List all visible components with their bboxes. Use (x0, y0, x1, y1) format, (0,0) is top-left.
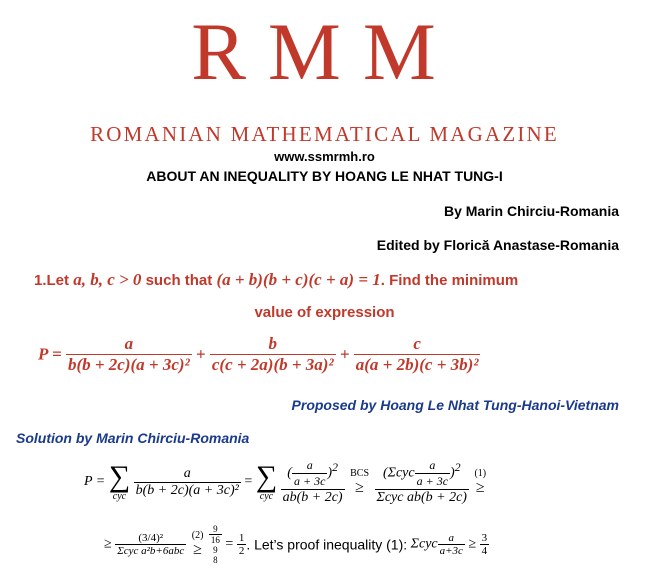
expr-lhs: P = (38, 344, 62, 364)
l1-frac-3 (375, 458, 469, 506)
l2-text: . Let’s proof inequality (1): (246, 536, 408, 553)
l2-mid-den-a: 16 (210, 535, 220, 545)
step1-label: (1) (474, 467, 487, 479)
l2-mid-den-b: 9 (213, 545, 218, 555)
l2-mid-den (209, 535, 222, 565)
bcs-label: BCS (350, 467, 370, 479)
problem-suffix: . Find the minimum (380, 272, 519, 289)
frac-a-num: a (66, 334, 192, 355)
l1-inner-num-2: a (415, 458, 450, 474)
l2-geq: ≥ (104, 536, 112, 552)
editor-line: Edited by Florică Anastase-Romania (376, 237, 619, 253)
step2-label: (2) (191, 530, 204, 541)
l1-frac-2-num: ( $\frac{a}{a + 3c}$ )$^2$ (281, 458, 345, 490)
frac-b (210, 334, 336, 375)
sum-1-sub: cyc (112, 491, 127, 502)
sum-2-sub: cyc (259, 491, 274, 502)
frac-c (354, 334, 481, 375)
l1-inner-frac-2 (415, 458, 450, 489)
l2-half-den: 2 (238, 545, 245, 557)
l1-inner-frac (292, 458, 327, 489)
l1-frac-1-den: b(b + 2c)(a + 3c)² (135, 482, 239, 498)
l1-inner-den-2: a + 3c (416, 474, 449, 488)
l1-frac-3-num: (Σcyc $\frac{a}{a + 3c}$ )$^2$ (375, 458, 469, 490)
l2-frac-2-den: a+3c (439, 545, 463, 557)
problem-line2: value of expression (254, 304, 395, 321)
l1-eq: = (244, 474, 253, 489)
l1-frac-2 (281, 458, 345, 506)
l2-eq: = (225, 536, 234, 552)
l2-frac-2 (438, 532, 465, 557)
l2-frac-1-num: (3/4)² (115, 532, 186, 545)
l1-inner-num: a (292, 458, 327, 474)
problem-prefix: 1.Let (34, 272, 70, 289)
l1-frac-1-num: a (134, 466, 241, 483)
frac-c-den: a(a + 2b)(c + 3b)² (355, 355, 479, 374)
rmm-logo: RMM (191, 6, 458, 97)
l1-inner-den: a + 3c (293, 474, 326, 488)
l2-frac-3 (480, 532, 490, 557)
l1-lhs: P = (84, 474, 106, 489)
l1-frac-2-den: ab(b + 2c) (282, 490, 343, 505)
frac-a-den: b(b + 2c)(a + 3c)² (67, 355, 190, 374)
l2-frac-3-den: 4 (481, 545, 488, 557)
step2-geq (190, 530, 206, 559)
l1-frac-3-den: Σcyc ab(b + 2c) (376, 490, 467, 505)
l2-half-num: 1 (238, 532, 245, 544)
magazine-name: ROMANIAN MATHEMATICAL MAGAZINE (90, 122, 559, 146)
problem-mid: such that (145, 272, 213, 289)
l2-sum: Σcyc (410, 536, 438, 552)
solution-line-1 (84, 458, 488, 506)
l2-mid-den-c: 8 (213, 555, 218, 565)
author-line: By Marin Chirciu-Romania (443, 203, 619, 219)
step1-geq-sign: ≥ (475, 478, 485, 496)
bcs-geq (348, 468, 371, 497)
frac-a (66, 334, 192, 375)
l2-frac-1 (115, 532, 186, 557)
sum-1: ∑ cyc (108, 460, 131, 502)
bcs-geq-sign: ≥ (355, 478, 364, 496)
l2-half (237, 532, 247, 557)
plus-1: + (195, 344, 206, 364)
l2-geq-2: ≥ (468, 536, 477, 552)
l2-frac-1-den: Σcyc a²b+6abc (117, 545, 185, 557)
l2-mid-num: 9 (209, 524, 222, 535)
expression-p (38, 334, 480, 375)
l2-mid-frac (209, 524, 222, 565)
problem-condition: (a + b)(b + c)(c + a) = 1 (216, 270, 381, 289)
l2-frac-3-num: 3 (481, 532, 488, 544)
l1-frac-1 (134, 466, 241, 499)
l2-frac-2-num: a (438, 532, 465, 545)
frac-b-num: b (210, 334, 336, 355)
step2-geq-sign: ≥ (193, 541, 202, 558)
frac-c-num: c (354, 334, 481, 355)
solution-line-2 (104, 524, 489, 565)
l1-sum-label: Σcyc (387, 465, 415, 481)
proposed-by: Proposed by Hoang Le Nhat Tung-Hanoi-Vietnam (291, 397, 619, 413)
step1-geq (472, 468, 488, 497)
website-url[interactable]: www.ssmrmh.ro (274, 149, 375, 164)
sum-2: ∑ cyc (255, 460, 278, 502)
problem-statement (34, 270, 518, 290)
solution-heading: Solution by Marin Chirciu-Romania (16, 430, 250, 446)
problem-vars: a, b, c > 0 (73, 270, 142, 289)
plus-2: + (339, 344, 350, 364)
article-title: ABOUT AN INEQUALITY BY HOANG LE NHAT TUNG-I (146, 168, 503, 184)
frac-b-den: c(c + 2a)(b + 3a)² (211, 355, 334, 374)
